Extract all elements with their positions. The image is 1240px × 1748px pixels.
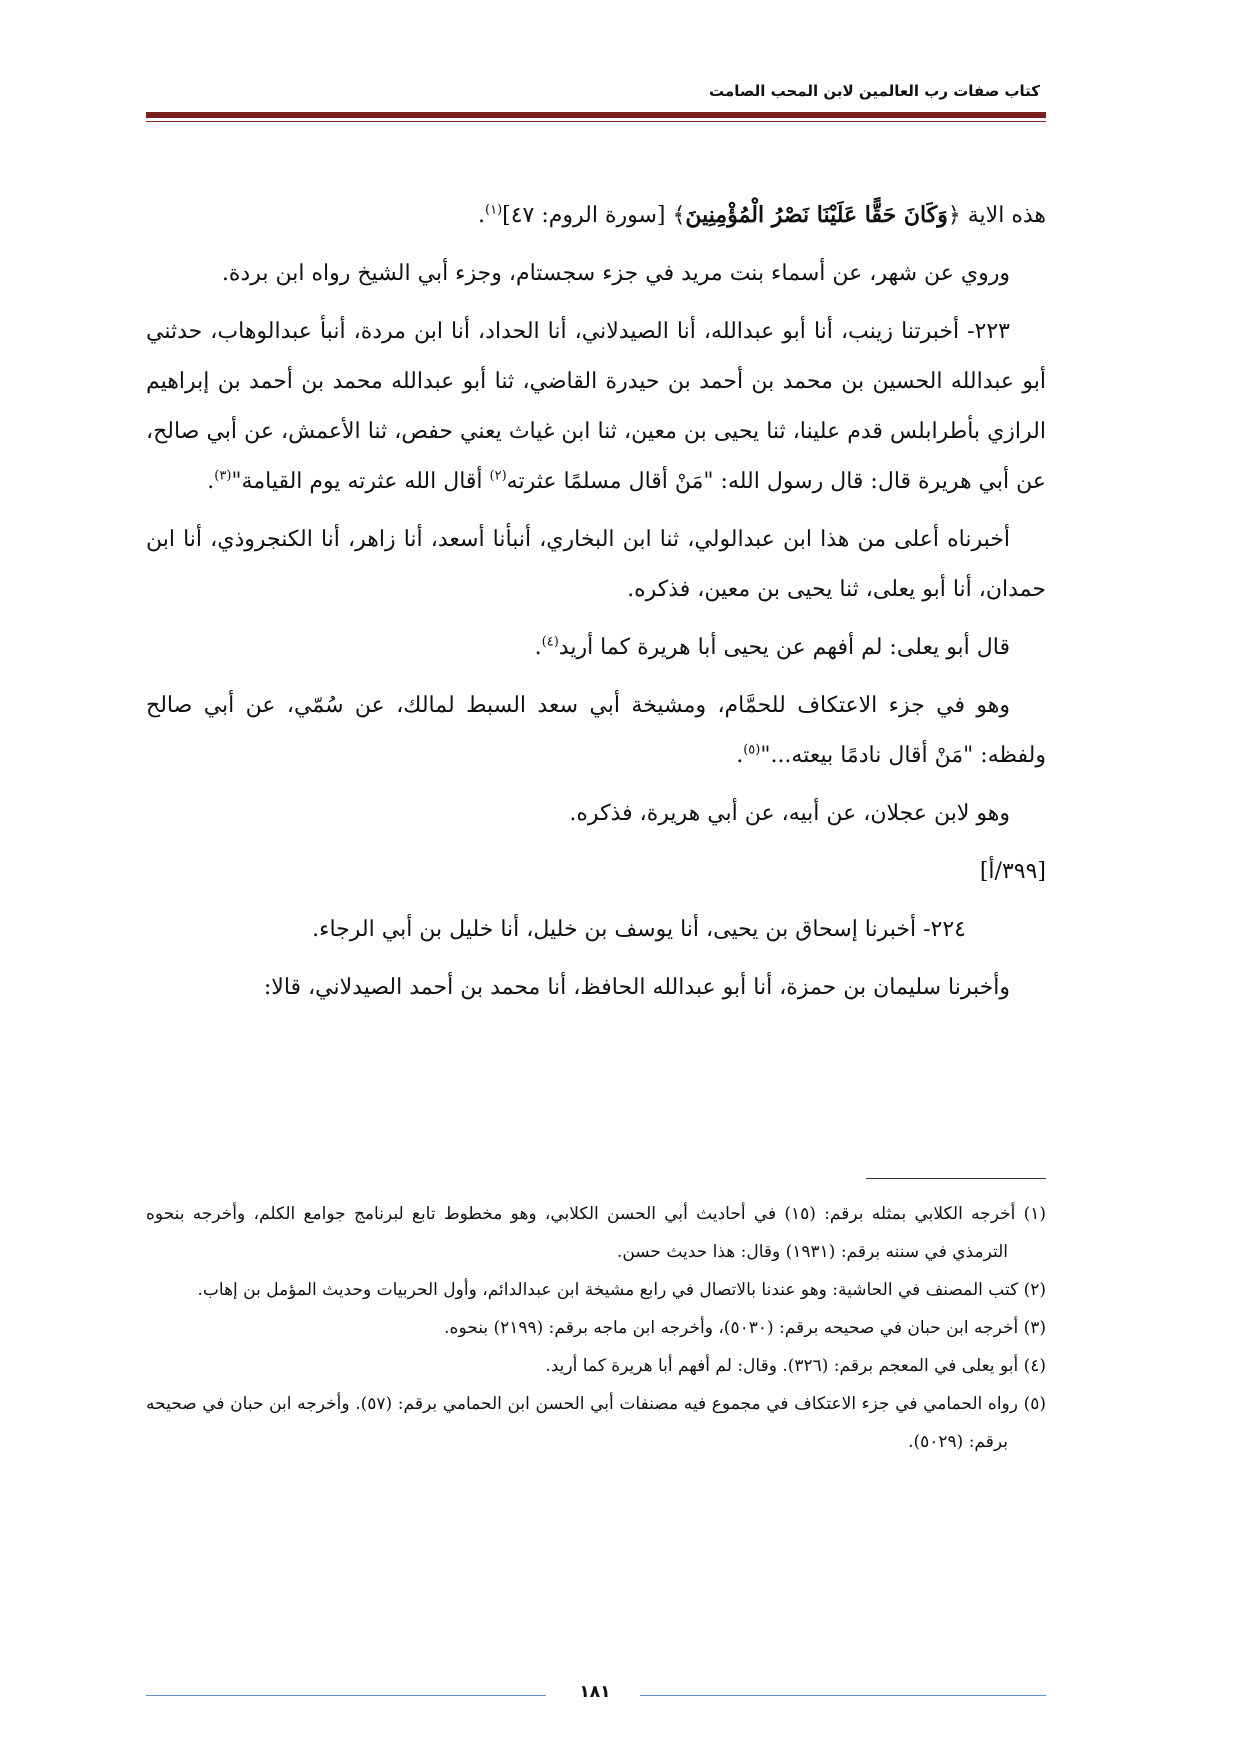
paragraph-1 bbox=[146, 190, 1046, 241]
p6-main: وهو في جزء الاعتكاف للحمَّام، ومشيخة أبي سعد السبط لمالك، عن سُمّي، عن أبي صالح ولفظه: "مَنْ أقال نادمًا بيعته..." bbox=[146, 693, 1046, 768]
footer-line-right bbox=[640, 1695, 1046, 1696]
p6-end: . bbox=[736, 743, 744, 768]
footnote-ref-2[interactable]: (٢) bbox=[489, 468, 507, 484]
paragraph-10: وأخبرنا سليمان بن حمزة، أنا أبو عبدالله الحافظ، أنا محمد بن أحمد الصيدلاني، قالا: bbox=[263, 975, 1010, 1000]
folio-marker: [٣٩٩/أ] bbox=[979, 859, 1046, 884]
footnote-ref-3[interactable]: (٣) bbox=[214, 468, 232, 484]
footnote-separator bbox=[866, 1178, 1046, 1179]
paragraph-2: وروي عن شهر، عن أسماء بنت مريد في جزء سجستام، وجزء أبي الشيخ رواه ابن بردة. bbox=[221, 261, 1010, 286]
main-text bbox=[146, 190, 1046, 1021]
p3-main: ٢٢٣- أخبرتنا زينب، أنا أبو عبدالله، أنا الصيدلاني، أنا الحداد، أنا ابن مردة، أنبأ عبدالوهاب، حدثني أبو عبدالله الحسين بن محمد بن أحمد بن حيدرة القاضي، ثنا أبو عبدالله محمد بن أحمد بن إبراهيم الرازي بأطرابلس قدم علينا، ثنا يحيى بن معين، ثنا ابن غياث يعني حفص، ثنا الأعمش، عن أبي صالح، عن أبي هريرة قال: قال رسول الله: "مَنْ أقال مسلمًا عثرته bbox=[146, 319, 1046, 494]
paragraph-6 bbox=[146, 681, 1046, 781]
footnote-2: (٢) كتب المصنف في الحاشية: وهو عندنا بالاتصال في رابع مشيخة ابن عبدالدائم، وأول الحربيات وحديث المؤمل بن إهاب. bbox=[197, 1280, 1046, 1300]
p1-post: ﴾ [سورة الروم: ٤٧] bbox=[502, 203, 686, 228]
p1-end: . bbox=[478, 203, 485, 228]
footnote-1: (١) أخرجه الكلابي بمثله برقم: (١٥) في أحاديث أبي الحسن الكلابي، وهو مخطوط تابع لبرنامج جوامع الكلم، وأخرجه بنحوه الترمذي في سننه برقم: (١٩٣١) وقال: هذا حديث حسن. bbox=[146, 1204, 1046, 1262]
footnote-ref-5[interactable]: (٥) bbox=[743, 742, 761, 758]
header-rule bbox=[146, 112, 1046, 122]
p1-pre: هذه الاية ﴿ bbox=[947, 203, 1046, 228]
p5-end: . bbox=[534, 635, 542, 660]
running-header-title: كتاب صفات رب العالمين لابن المحب الصامت bbox=[709, 82, 1040, 100]
p3-mid: أقال الله عثرته يوم القيامة" bbox=[231, 469, 490, 494]
paragraph-7: وهو لابن عجلان، عن أبيه، عن أبي هريرة، فذكره. bbox=[569, 801, 1010, 826]
paragraph-9: ٢٢٤- أخبرنا إسحاق بن يحيى، أنا يوسف بن خليل، أنا خليل بن أبي الرجاء. bbox=[312, 917, 966, 942]
footnote-ref-4[interactable]: (٤) bbox=[541, 634, 559, 650]
footnote-4: (٤) أبو يعلى في المعجم برقم: (٣٢٦). وقال: لم أفهم أبا هريرة كما أريد. bbox=[545, 1356, 1046, 1376]
footnote-5: (٥) رواه الحمامي في جزء الاعتكاف في مجموع فيه مصنفات أبي الحسن ابن الحمامي برقم: (٥٧). وأخرجه ابن حبان في صحيحه برقم: (٥٠٢٩). bbox=[146, 1394, 1047, 1452]
paragraph-5 bbox=[146, 623, 1046, 673]
footnote-ref-1[interactable]: (١) bbox=[485, 202, 503, 218]
p5-main: قال أبو يعلى: لم أفهم عن يحيى أبا هريرة كما أريد bbox=[558, 635, 1010, 660]
paragraph-3 bbox=[146, 307, 1046, 507]
quran-verse: وَكَانَ حَقًّا عَلَيْنَا نَصْرُ الْمُؤْمِنِينَ bbox=[685, 202, 948, 228]
footer-line-left bbox=[146, 1695, 546, 1696]
paragraph-4: أخبرناه أعلى من هذا ابن عبدالولي، ثنا ابن البخاري، أنبأنا أسعد، أنا زاهر، أنا الكنجروذي، أنا ابن حمدان، أنا أبو يعلى، ثنا يحيى بن معين، فذكره. bbox=[146, 527, 1046, 602]
page-number: ١٨١ bbox=[579, 1682, 611, 1702]
p3-end: . bbox=[207, 469, 215, 494]
footnote-3: (٣) أخرجه ابن حبان في صحيحه برقم: (٥٠٣٠)، وأخرجه ابن ماجه برقم: (٢١٩٩) بنحوه. bbox=[444, 1318, 1046, 1338]
footnotes bbox=[146, 1195, 1046, 1461]
